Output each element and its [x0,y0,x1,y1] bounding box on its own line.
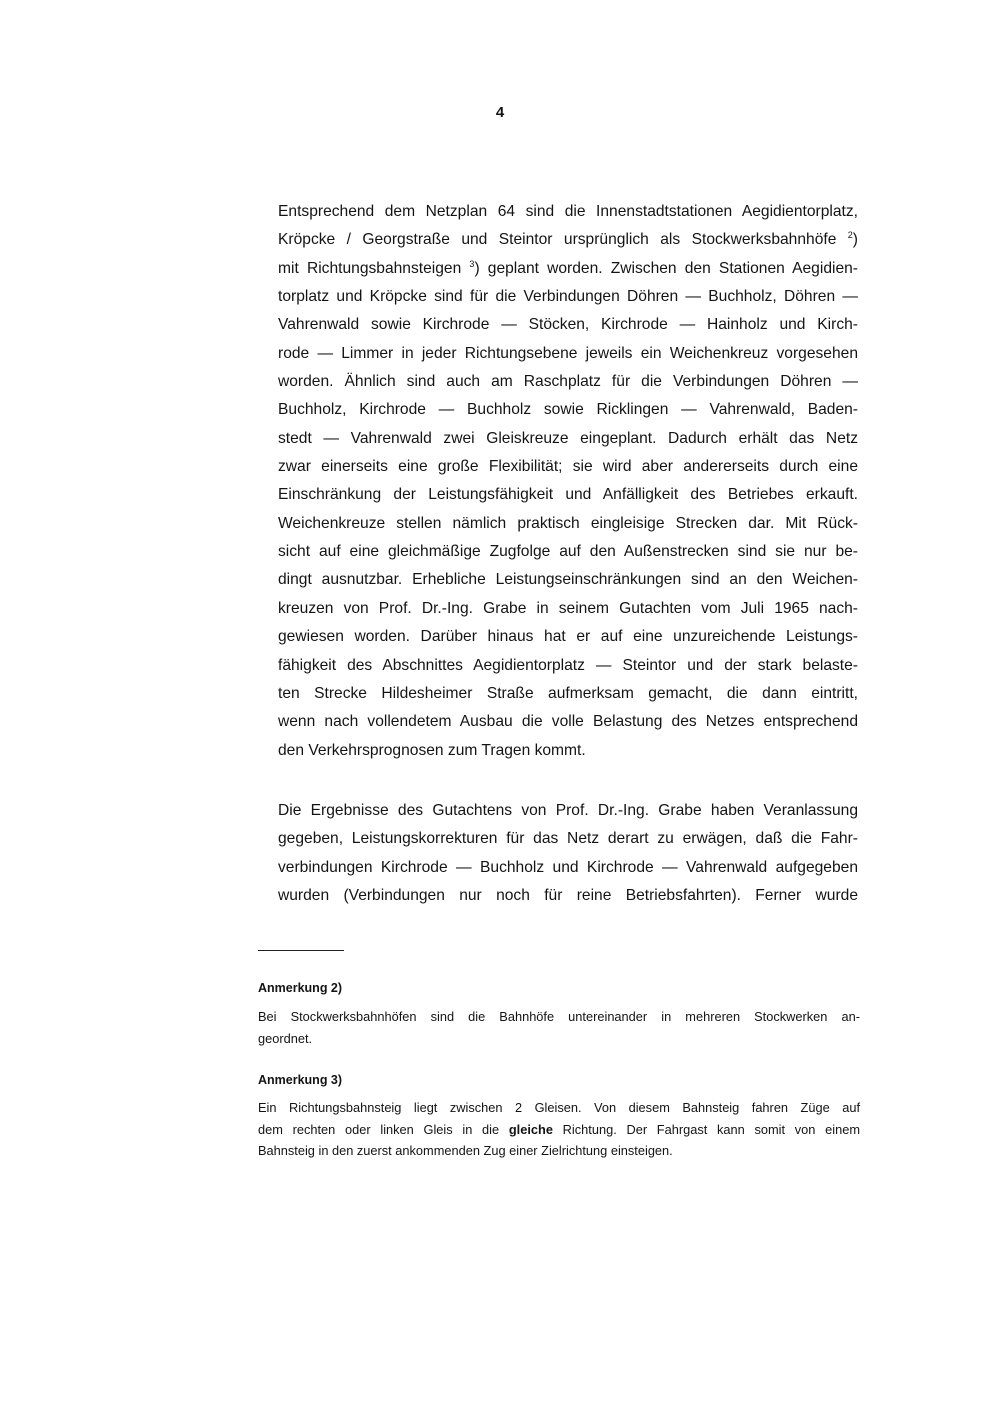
text-line [278,680,858,708]
text-segment: Entsprechend dem Netzplan 64 sind die Innenstadtstationen Aegidientorplatz, [278,203,858,220]
text-line [258,1097,860,1119]
text-line [258,1028,860,1050]
text-line [278,368,858,396]
text-line [278,283,858,311]
text-segment: ) geplant worden. Zwischen den Stationen Aegidien- [474,259,858,277]
text-segment: Weichenkreuze stellen nämlich praktisch eingleisige Strecken dar. Mit Rück- [278,514,858,532]
paragraph-2 [278,797,858,910]
text-segment: ) [852,231,858,249]
note-3-text [258,1097,860,1162]
note-2-text [258,1006,860,1049]
text-segment: worden. Ähnlich sind auch am Raschplatz für die Verbindungen Döhren — [278,373,858,391]
text-segment: Bahnsteig in den zuerst ankommenden Zug einer Zielrichtung einsteigen. [258,1143,673,1158]
text-line [278,198,858,226]
footnote-ref: 2 [847,230,853,241]
text-segment: Buchholz, Kirchrode — Buchholz sowie Ricklingen — Vahrenwald, Baden- [278,401,858,419]
text-segment: zwar einerseits eine große Flexibilität; sie wird aber andererseits durch eine [278,458,858,476]
footnote-ref: 3 [469,258,475,269]
text-line [278,623,858,651]
text-segment: Bei Stockwerksbahnhöfen sind die Bahnhöfe untereinander in mehreren Stockwerken an- [258,1009,860,1024]
emphasis: gleiche [508,1121,553,1137]
text-segment: wurden (Verbindungen nur noch für reine Betriebsfahrten). Ferner wurde [278,887,858,905]
text-segment: stedt — Vahrenwald zwei Gleiskreuze eingeplant. Dadurch erhält das Netz [278,429,858,447]
text-segment: verbindungen Kirchrode — Buchholz und Kirchrode — Vahrenwald aufgegeben [278,858,858,876]
text-line [278,825,858,853]
note-3-title: Anmerkung 3) [258,1073,343,1087]
text-segment: Die Ergebnisse des Gutachtens von Prof. Dr.-Ing. Grabe haben Veranlassung [278,802,858,819]
text-segment: torplatz und Kröpcke sind für die Verbindungen Döhren — Buchholz, Döhren — [278,288,858,306]
text-segment: geordnet. [258,1030,313,1046]
text-segment: fähigkeit des Abschnittes Aegidientorplatz — Steintor und der stark belaste- [278,656,858,674]
text-line [278,882,858,910]
text-line [278,538,858,566]
text-line [278,311,858,339]
text-line [278,340,858,368]
text-segment: ten Strecke Hildesheimer Straße aufmerksam gemacht, die dann eintritt, [278,684,858,702]
text-segment: den Verkehrsprognosen zum Tragen kommt. [278,741,586,759]
text-line [278,708,858,736]
text-line [278,566,858,594]
note-2-title: Anmerkung 2) [258,981,343,995]
text-line [258,1119,860,1141]
page-number: 4 [495,104,505,121]
text-segment: rode — Limmer in jeder Richtungsebene jeweils ein Weichenkreuz vorgesehen [278,344,858,362]
text-segment: sicht auf eine gleichmäßige Zugfolge auf den Außenstrecken sind sie nur be- [278,543,858,561]
text-line [258,1006,860,1028]
text-segment: Kröpcke / Georgstraße und Steintor ursprünglich als Stockwerksbahnhöfe [278,231,848,249]
text-line [278,453,858,481]
text-segment: gewiesen worden. Darüber hinaus hat er auf eine unzureichende Leistungs- [278,628,858,646]
text-line [278,652,858,680]
text-line [278,425,858,453]
text-line [278,737,858,765]
text-segment: Richtung. Der Fahrgast kann somit von einem [552,1121,860,1137]
text-segment: Vahrenwald sowie Kirchrode — Stöcken, Kirchrode — Hainholz und Kirch- [278,316,858,334]
text-line [278,510,858,538]
text-segment: Einschränkung der Leistungsfähigkeit und Anfälligkeit des Betriebes erkauft. [278,486,858,504]
paragraph-1 [278,198,858,765]
text-segment: wenn nach vollendetem Ausbau die volle Belastung des Netzes entsprechend [278,713,858,731]
text-segment: gegeben, Leistungskorrekturen für das Netz derart zu erwägen, daß die Fahr- [278,830,858,848]
text-segment: dingt ausnutzbar. Erhebliche Leistungseinschränkungen sind an den Weichen- [278,571,858,589]
text-segment: Ein Richtungsbahnsteig liegt zwischen 2 Gleisen. Von diesem Bahnsteig fahren Züge auf [258,1100,860,1115]
footnote-separator [258,950,344,951]
text-line [278,595,858,623]
text-line [258,1140,860,1162]
text-line [278,396,858,424]
text-segment: kreuzen von Prof. Dr.-Ing. Grabe in seinem Gutachten vom Juli 1965 nach- [278,599,858,617]
text-segment: dem rechten oder linken Gleis in die [258,1121,509,1137]
text-line [278,797,858,825]
text-line [278,854,858,882]
text-line [278,481,858,509]
text-segment: mit Richtungsbahnsteigen [278,259,470,277]
text-line [278,226,858,254]
text-line [278,255,858,283]
